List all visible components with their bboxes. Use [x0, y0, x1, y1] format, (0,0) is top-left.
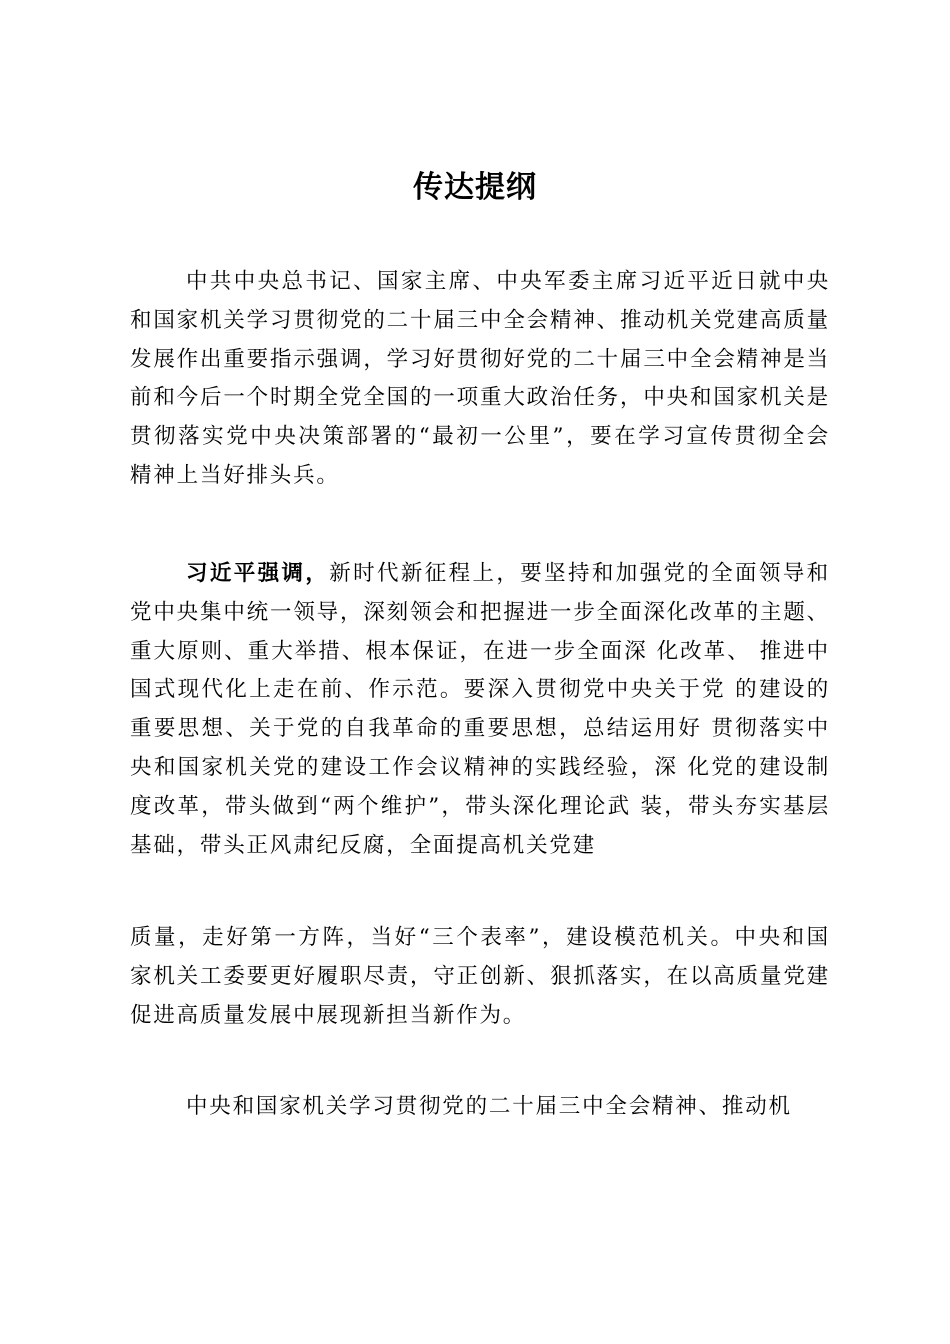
paragraph-text: 质量，走好第一方阵，当好“三个表率”，建设模范机关。中央和国家机关工委要更好履职尽责，守正创新、狠抓落实，在以高质量党建促进高质量发展中展现新担当新作为。: [130, 925, 830, 1028]
paragraph-closing: [130, 1088, 830, 1127]
paragraph-text: 中共中央总书记、国家主席、中央军委主席习近平近日就中央和国家机关学习贯彻党的二十届三中全会精神、推动机关党建高质量发展作出重要指示强调，学习好贯彻好党的二十届三中全会精神是当前和今后一个时期全党全国的一项重大政治任务，中央和国家机关是贯彻落实党中央决策部署的“最初一公里”，要在学习宣传贯彻全会精神上当好排头兵。: [130, 269, 830, 488]
document-title: 传达提纲: [413, 170, 537, 205]
paragraph-emphasis: [130, 555, 830, 865]
paragraph-text: 新时代新征程上，要坚持和加强党的全面领导和党中央集中统一领导，深刻领会和把握进一步全面深化改革的主题、重大原则、重大举措、根本保证，在进一步全面深 化改革、 推进中国式现代化上走在前、作示范。要深入贯彻党中央关于党 的建设的重要思想、关于党的自我革命的重要思想，总结运用好 贯彻落实中央和国家机关党的建设工作会议精神的实践经验，深 化党的建设制度改革，带头做到“两个维护”，带头深化理论武 装，带头夯实基层基础，带头正风肃纪反腐，全面提高机关党建: [130, 561, 830, 858]
paragraph-intro: [130, 263, 830, 496]
paragraph-lead: 习近平强调，: [186, 561, 330, 586]
paragraph-continuation: [130, 919, 830, 1035]
paragraph-text: 中央和国家机关学习贯彻党的二十届三中全会精神、推动机: [186, 1094, 792, 1119]
